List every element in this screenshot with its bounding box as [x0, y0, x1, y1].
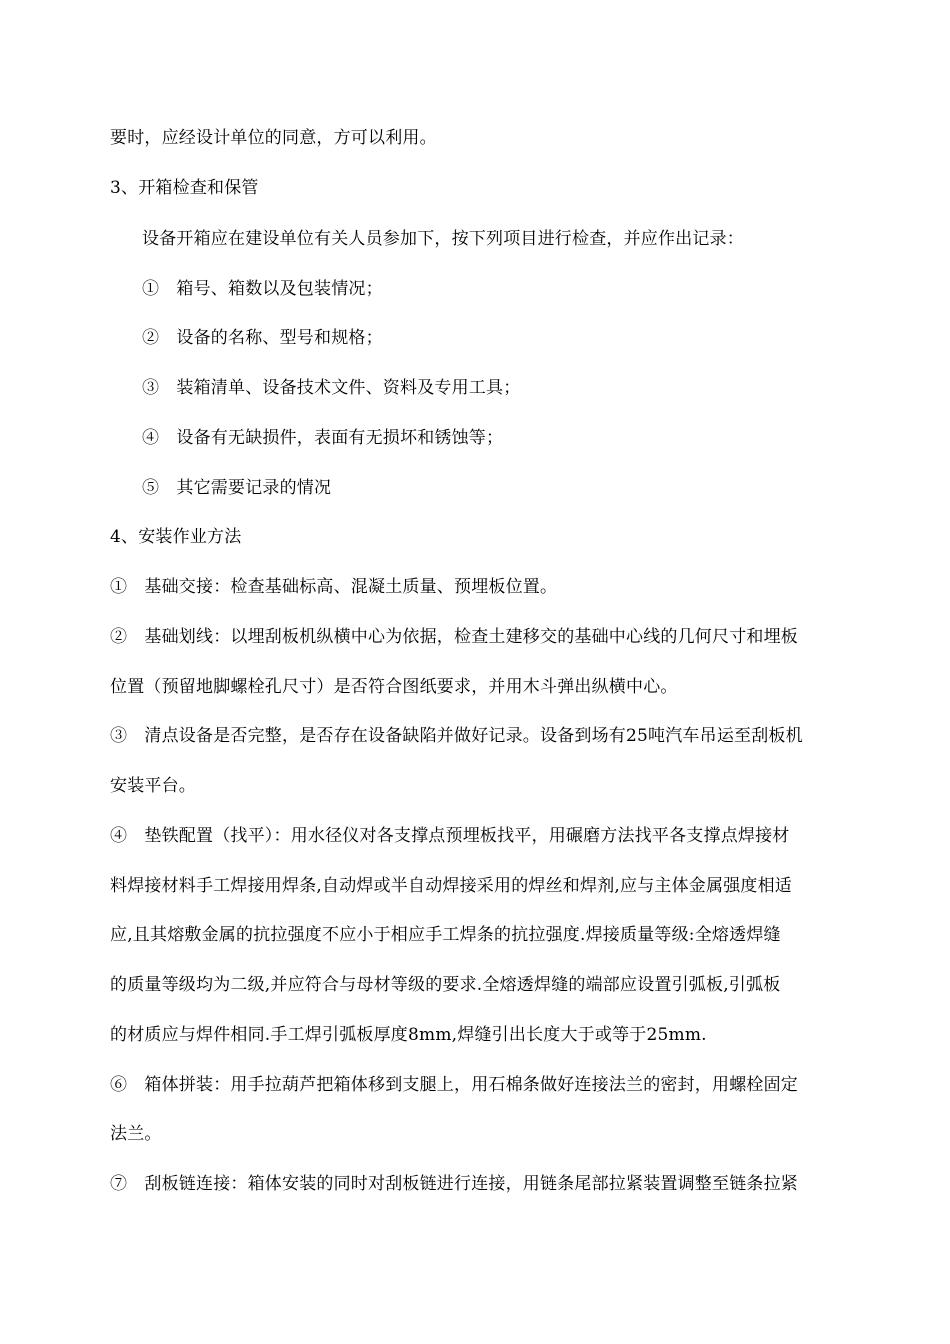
section-heading-unpacking: 3、开箱检查和保管 — [110, 178, 259, 198]
list-item: ② 基础划线：以埋刮板机纵横中心为依据，检查土建移交的基础中心线的几何尺寸和埋板 — [110, 627, 798, 647]
list-item: ② 设备的名称、型号和规格； — [142, 328, 383, 348]
list-item: ① 基础交接：检查基础标高、混凝土质量、预埋板位置。 — [110, 577, 558, 597]
paragraph-line: 的材质应与焊件相同.手工焊引弧板厚度8mm,焊缝引出长度大于或等于25mm. — [110, 1025, 707, 1045]
paragraph-line: 法兰。 — [110, 1124, 162, 1144]
list-item: ④ 设备有无缺损件，表面有无损坏和锈蚀等； — [142, 428, 504, 448]
list-item: ④ 垫铁配置（找平）：用水径仪对各支撑点预埋板找平，用碾磨方法找平各支撑点焊接材 — [110, 826, 790, 846]
section-heading-installation: 4、安装作业方法 — [110, 527, 242, 547]
list-item: ③ 装箱清单、设备技术文件、资料及专用工具； — [142, 378, 521, 398]
paragraph-line: 位置（预留地脚螺栓孔尺寸）是否符合图纸要求，并用木斗弹出纵横中心。 — [110, 677, 678, 697]
paragraph-line: 的质量等级均为二级,并应符合与母材等级的要求.全熔透焊缝的端部应设置引弧板,引弧板 — [110, 975, 781, 995]
list-item: ① 箱号、箱数以及包装情况； — [142, 279, 383, 299]
paragraph-line: 设备开箱应在建设单位有关人员参加下，按下列项目进行检查，并应作出记录： — [142, 229, 744, 249]
list-item: ③ 清点设备是否完整，是否存在设备缺陷并做好记录。设备到场有25吨汽车吊运至刮板机 — [110, 726, 803, 746]
paragraph-line: 安装平台。 — [110, 776, 196, 796]
list-item: ⑥ 箱体拼装：用手拉葫芦把箱体移到支腿上，用石棉条做好连接法兰的密封，用螺栓固定 — [110, 1075, 798, 1095]
list-item: ⑦ 刮板链连接：箱体安装的同时对刮板链进行连接，用链条尾部拉紧装置调整至链条拉紧 — [110, 1174, 798, 1194]
paragraph-line: 应,且其熔敷金属的抗拉强度不应小于相应手工焊条的抗拉强度.焊接质量等级:全熔透焊缝 — [110, 925, 781, 945]
paragraph-line: 要时，应经设计单位的同意，方可以利用。 — [110, 128, 437, 148]
paragraph-line: 料焊接材料手工焊接用焊条,自动焊或半自动焊接采用的焊丝和焊剂,应与主体金属强度相适 — [110, 876, 793, 896]
list-item: ⑤ 其它需要记录的情况 — [142, 478, 332, 498]
